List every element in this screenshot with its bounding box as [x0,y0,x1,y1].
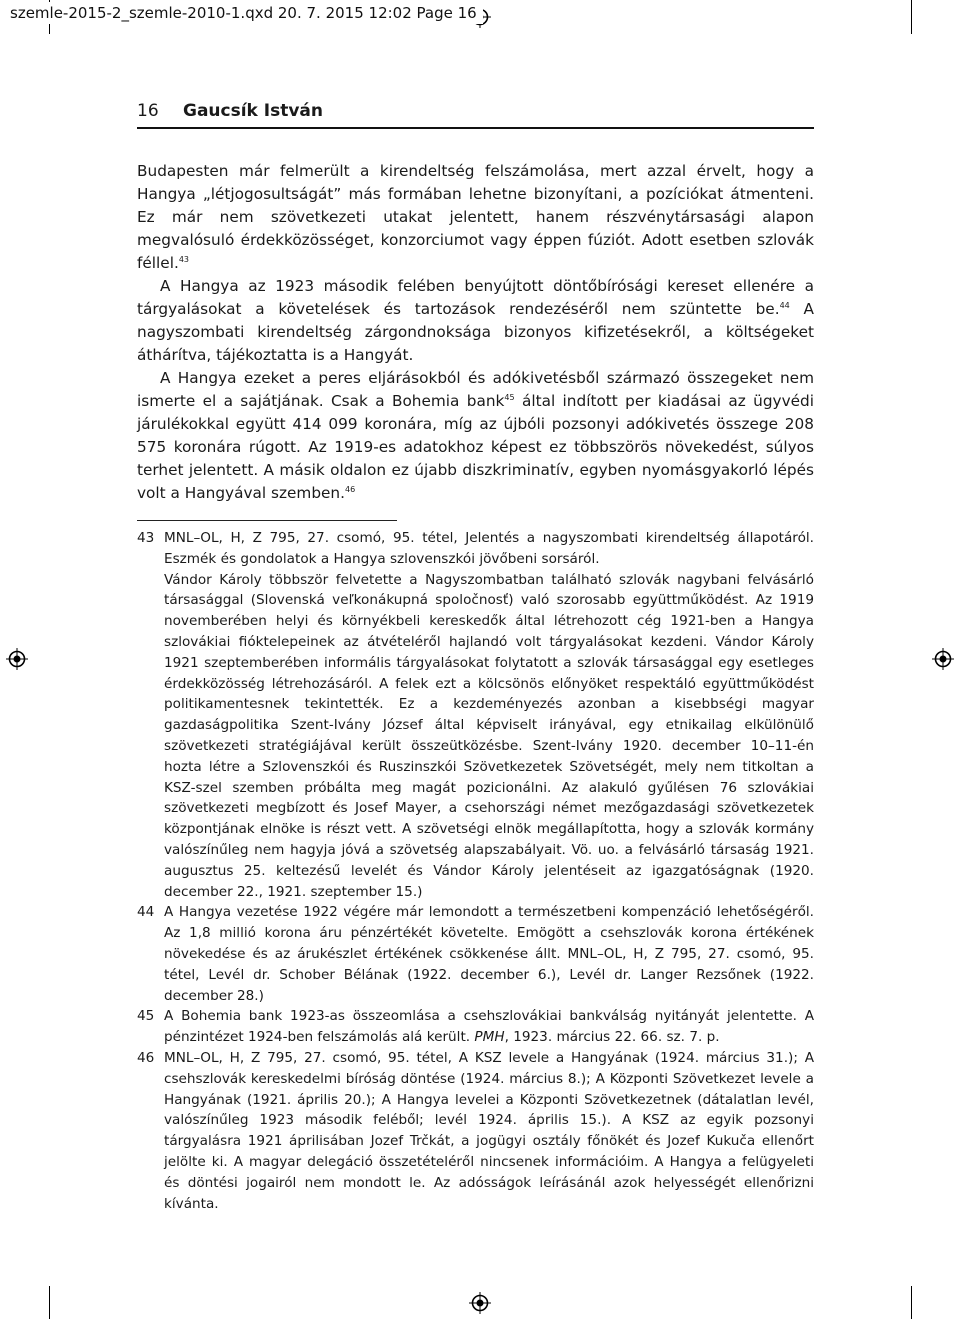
author-name: Gaucsík István [183,101,324,121]
footnote-paragraph [164,528,814,570]
footnote-paragraph [164,902,814,1006]
footnote-body [164,528,814,902]
footnote-reference: 43 [178,255,190,264]
page-number: 16 [137,101,159,121]
footnotes [137,528,814,1214]
body-paragraph [137,160,814,275]
footnote-item [137,1048,814,1214]
footnote-separator [137,520,397,521]
footnote-number: 43 [137,530,155,546]
footnote-body [164,1006,814,1048]
crop-mark-top-right [911,0,912,34]
footnote-number: 46 [137,1049,155,1066]
footnote-paragraph [164,1006,814,1048]
footnote-reference: 46 [345,485,356,494]
text-run: A Hangya az 1923 második felében benyújtott döntőbírósági kereset ellenére a tárgyalásokat a követelések és tartozások rendezéséről nem szüntette be. [137,277,814,318]
print-slug-line: szemle-2015-2_szemle-2010-1.qxd 20. 7. 2015 12:02 Page 16 [8,2,483,24]
footnote-reference: 44 [779,301,790,310]
footnote-item [137,902,814,1006]
italic-text: PMH [474,1029,505,1046]
footnote-item [137,528,814,902]
footnote-number: 44 [137,904,155,921]
text-run: A nagyszombati kirendeltség zárgondnoksága bizonyos kifizetésekről, a költségeket áthárítva, tájékoztatta is a Hangyát. [137,300,814,364]
crop-mark-bottom-right [911,1286,912,1319]
footnote-number: 45 [137,1008,155,1025]
text-run: A Hangya ezeket a peres eljárásokból és adókivetésből származó összegeket nem ismerte el a sajátjának. Csak a Bohemia bank [137,369,814,410]
registration-mark-left-icon [6,648,28,670]
body-text [137,160,814,505]
body-paragraph [137,275,814,367]
text-run: Vándor Károly többször felvetette a Nagyszombatban található szlovák nagybani felvásárló társasággal (Slovenská veľkonákupná spoločnosť) való szorosabb együttműködést. Az 1919 novemberében helyi és környékbeli kereskedők által létrehozott cég 1921-ben a Hangya szlovákiai fióktelepeinek az átvételéről hajlandó volt tárgyalásokat kezdeni. Vándor Károly 1921 szeptemberében informális tárgyalásokat folytatott a szlovák társasággal egy esetleges érdekközösség létrehozásáról. A felek ezt a kölcsönös előnyöket respektáló együttműködést politikamentesnek tekintették. Ez a kezdeményezés azonban a kisebbségi magyar gazdaságpolitika Szent-Ivány József által képviselt irányával, egy etnikailag elkülönülő szövetkezeti stratégiájával került összeütközésbe. Szent-Ivány 1920. december 10–11-én hozta létre a Szlovenszkói és Ruszinszkói Szövetkezetek Szövetségét, mely nem titkoltan a KSZ-szel szemben próbálta meg magát pozicionálni. Az alakuló gyűlésen 76 szlovákiai szövetkezeti megbízott és Josef Mayer, a csehországi német mezőgazdasági szövetkezetek központjának elnöke is részt vett. A szövetségi elnök megállapította, hogy a szlovák kormány valószínűleg nem hagyja jóvá a szövetség alapszabályait. Vö. uo. a felvásárló társaság 1921. augusztus 25. keltezésű levelét és Vándor Károly jelentéseit az igazgatóságnak (1920. december 22., 1921. szeptember 15.) [164,571,814,900]
text-run: MNL–OL, H, Z 795, 27. csomó, 95. tétel, Jelentés a nagyszombati kirendeltség állapotáról. Eszmék és gondolatok a Hangya szlovenszkói jövőbeni sorsáról. [164,530,814,567]
footnote-reference: 45 [504,393,515,402]
text-run: , 1923. március 22. 66. sz. 7. p. [504,1029,720,1046]
registration-mark-right-icon [932,648,954,670]
crop-mark-bottom-left [49,1286,50,1319]
header-rule [137,127,814,129]
footnote-item [137,1006,814,1048]
footnote-paragraph [164,570,814,903]
footnote-paragraph [164,1048,814,1214]
registration-mark-bottom-icon [469,1292,491,1314]
footnote-body [164,1048,814,1214]
text-run: A Hangya vezetése 1922 végére már lemondott a természetbeni kompenzáció lehetőségéről. Az 1,8 millió korona áru pénzértékét követelte. Emögött a csehszlovák korona értékének növekedése és az árukészlet értékének csökkenése állt. MNL–OL, H, Z 795, 27. csomó, 95. tétel, Levél dr. Schober Bélának (1922. december 6.), Levél dr. Langer Rezsőnek (1922. december 28.) [164,904,814,1004]
body-paragraph [137,367,814,505]
text-run: A Bohemia bank 1923-as összeomlása a csehszlovákiai bankválság nyitányát jelentette. A pénzintézet 1924-ben felszámolás alá került. [164,1008,814,1046]
text-run: által indított per kiadásai az ügyvédi járulékokkal együtt 414 099 koronára, míg az újbóli pozsonyi adókivetés összege 208 575 koronára rúgott. Az 1919-es adatokhoz képest ez többszörös növekedést, súlyos terhet jelentett. A másik oldalon ez újabb diszkriminatív, egyben nyomásgyakorló lépés volt a Hangyával szemben. [137,392,815,502]
text-run: MNL–OL, H, Z 795, 27. csomó, 95. tétel, A KSZ levele a Hangyának (1924. március 31.); A csehszlovák kereskedelmi bíróság döntése (1924. március 8.); A Központi Szövetkezet levele a Hangyának (1921. április 20.); A Hangya levelei a Központi Szövetkezetnek (dátalatlan levél, valószínűleg 1923 második feléből; levél 1924. április 15.). A KSZ az egyik pozsonyi tárgyalásra 1921 áprilisában Jozef Trčkát, a jogügyi osztály főnökét és Jozef Kukuča ellenőrt jelölte ki. A magyar delegáció összetételéről nincsenek információim. A Hangya a felügyeleti és döntési jogairól nem mondott le. Az adósságok leírásánál azok helyességét ellenőrizni kívánta. [164,1049,814,1212]
footnote-body [164,902,814,1006]
running-header [137,100,814,122]
text-run: Budapesten már felmerült a kirendeltség felszámolása, mert azzal érvelt, hogy a Hangya „létjogosultságát” más formában lehetne bizonyítani, a pozíciókat átmenteni. Ez már nem szövetkezeti utakat jelentett, hanem részvénytársasági alapon megvalósuló érdekközösséget, konzorciumot vagy éppen fúziót. Adott esetben szlovák féllel. [137,162,814,272]
